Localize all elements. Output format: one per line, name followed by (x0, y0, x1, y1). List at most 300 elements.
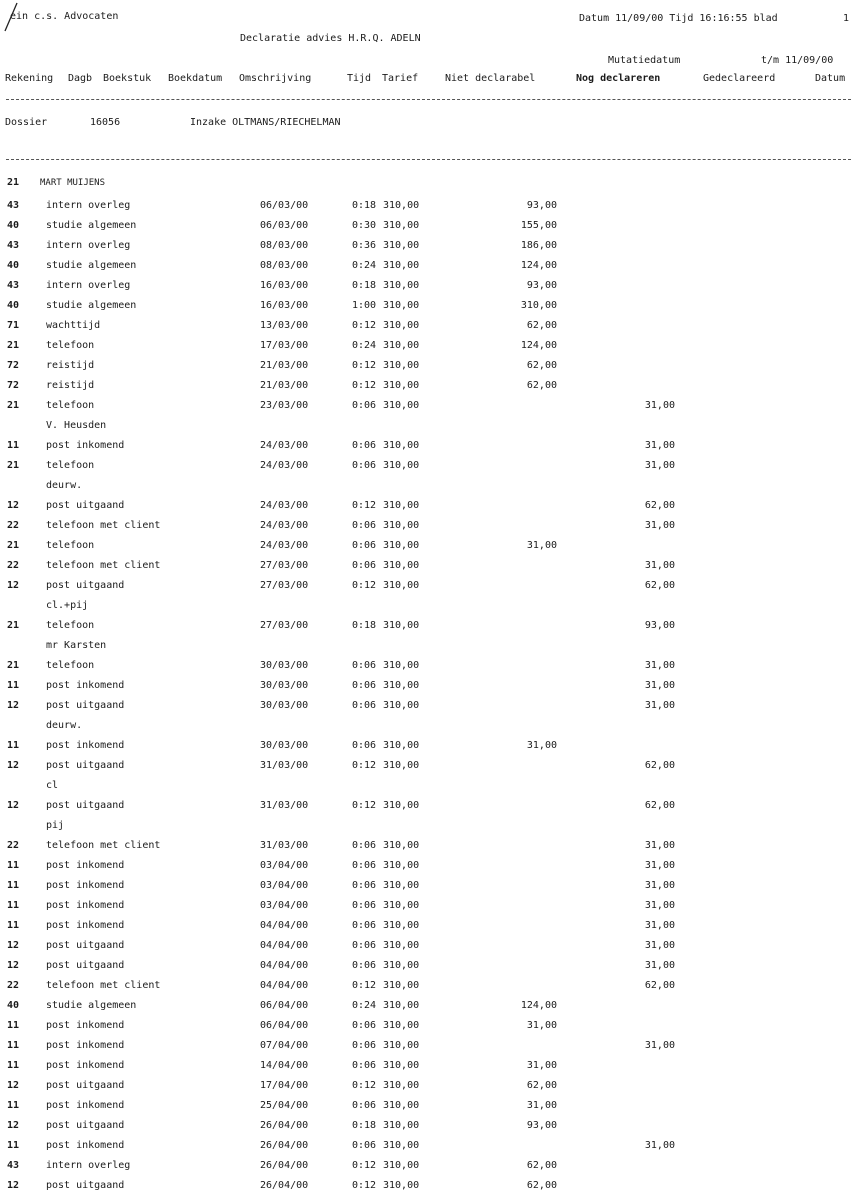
entry-rate: 310,00 (383, 360, 420, 371)
entry-niet-declarabel: 31,00 (526, 540, 557, 551)
entry-note: cl (46, 780, 59, 791)
entry-date: 21/03/00 (260, 360, 309, 371)
entry-code: 43 (7, 280, 20, 291)
table-row-note (0, 816, 855, 836)
entry-code: 11 (7, 900, 20, 911)
entry-code: 21 (7, 660, 20, 671)
entry-code: 21 (7, 540, 20, 551)
entry-time: 0:12 (352, 500, 377, 511)
entry-code: 12 (7, 760, 20, 771)
entry-note: deurw. (46, 480, 83, 491)
entry-rate: 310,00 (383, 380, 420, 391)
entry-date: 24/03/00 (260, 520, 309, 531)
entry-description: post inkomend (46, 880, 125, 891)
entry-rate: 310,00 (383, 1100, 420, 1111)
entry-rate: 310,00 (383, 1160, 420, 1171)
entry-code: 40 (7, 260, 20, 271)
entry-rate: 310,00 (383, 1040, 420, 1051)
entry-nog-declareren: 31,00 (644, 880, 675, 891)
entry-nog-declareren: 31,00 (644, 460, 675, 471)
entry-rate: 310,00 (383, 1180, 420, 1191)
print-date-time: Datum 11/09/00 Tijd 16:16:55 blad (579, 13, 778, 24)
entry-time: 0:06 (352, 1040, 377, 1051)
mutatiedatum-until: t/m 11/09/00 (761, 55, 834, 66)
table-row (0, 396, 855, 416)
table-row (0, 616, 855, 636)
entry-time: 0:06 (352, 1060, 377, 1071)
entry-date: 31/03/00 (260, 840, 309, 851)
entry-description: post inkomend (46, 680, 125, 691)
entry-code: 11 (7, 920, 20, 931)
entry-niet-declarabel: 124,00 (520, 1000, 557, 1011)
column-header-boekstuk: Boekstuk (103, 73, 152, 84)
entry-niet-declarabel: 31,00 (526, 740, 557, 751)
entry-nog-declareren: 62,00 (644, 760, 675, 771)
entry-code: 11 (7, 1100, 20, 1111)
table-row (0, 276, 855, 296)
table-row (0, 896, 855, 916)
table-row-note (0, 636, 855, 656)
entry-nog-declareren: 31,00 (644, 940, 675, 951)
entry-code: 22 (7, 980, 20, 991)
column-header-nog-declareren: Nog declareren (576, 73, 661, 84)
entry-time: 0:06 (352, 940, 377, 951)
entry-niet-declarabel: 31,00 (526, 1020, 557, 1031)
column-header-tijd: Tijd (347, 73, 372, 84)
table-row (0, 556, 855, 576)
entry-date: 07/04/00 (260, 1040, 309, 1051)
table-row-note (0, 776, 855, 796)
entry-niet-declarabel: 124,00 (520, 260, 557, 271)
entry-note: mr Karsten (46, 640, 107, 651)
entry-note: deurw. (46, 720, 83, 731)
entry-time: 0:18 (352, 620, 377, 631)
entry-rate: 310,00 (383, 880, 420, 891)
table-row (0, 976, 855, 996)
entry-date: 16/03/00 (260, 280, 309, 291)
entry-description: wachttijd (46, 320, 101, 331)
entry-nog-declareren: 31,00 (644, 400, 675, 411)
entry-description: studie algemeen (46, 1000, 137, 1011)
column-header-gedeclareerd: Gedeclareerd (703, 73, 776, 84)
table-row-note (0, 596, 855, 616)
column-header-boekdatum: Boekdatum (168, 73, 223, 84)
entry-description: post inkomend (46, 920, 125, 931)
entry-niet-declarabel: 62,00 (526, 1080, 557, 1091)
entry-date: 26/04/00 (260, 1160, 309, 1171)
entry-time: 0:06 (352, 660, 377, 671)
table-row-note (0, 416, 855, 436)
column-header-dagb: Dagb (68, 73, 93, 84)
entry-time: 0:12 (352, 760, 377, 771)
entry-niet-declarabel: 31,00 (526, 1060, 557, 1071)
entry-niet-declarabel: 310,00 (520, 300, 557, 311)
dossier-zaak: Inzake OLTMANS/RIECHELMAN (190, 117, 341, 128)
entry-code: 43 (7, 1160, 20, 1171)
entry-date: 03/04/00 (260, 860, 309, 871)
entry-time: 0:12 (352, 980, 377, 991)
table-row (0, 1156, 855, 1176)
entry-rate: 310,00 (383, 320, 420, 331)
entry-description: telefoon met client (46, 520, 161, 531)
entry-niet-declarabel: 93,00 (526, 1120, 557, 1131)
entry-nog-declareren: 62,00 (644, 580, 675, 591)
entry-code: 40 (7, 300, 20, 311)
entry-time: 0:06 (352, 700, 377, 711)
entry-description: post uitgaand (46, 1180, 125, 1191)
entry-date: 25/04/00 (260, 1100, 309, 1111)
entry-time: 0:12 (352, 1080, 377, 1091)
entry-code: 12 (7, 1080, 20, 1091)
group-name: MART MUIJENS (40, 178, 106, 188)
entry-description: studie algemeen (46, 300, 137, 311)
entry-rate: 310,00 (383, 740, 420, 751)
entry-code: 12 (7, 500, 20, 511)
entry-time: 0:06 (352, 520, 377, 531)
entry-nog-declareren: 31,00 (644, 660, 675, 671)
entry-rate: 310,00 (383, 960, 420, 971)
table-row (0, 256, 855, 276)
table-row (0, 356, 855, 376)
entry-code: 11 (7, 440, 20, 451)
entry-description: reistijd (46, 360, 95, 371)
entry-date: 30/03/00 (260, 740, 309, 751)
entry-description: post inkomend (46, 900, 125, 911)
entry-date: 03/04/00 (260, 900, 309, 911)
entry-rate: 310,00 (383, 540, 420, 551)
entry-description: post inkomend (46, 860, 125, 871)
entry-rate: 310,00 (383, 760, 420, 771)
entry-description: post uitgaand (46, 940, 125, 951)
entry-description: intern overleg (46, 1160, 131, 1171)
entry-code: 22 (7, 560, 20, 571)
entry-date: 26/04/00 (260, 1140, 309, 1151)
entry-time: 0:06 (352, 860, 377, 871)
entry-nog-declareren: 31,00 (644, 1140, 675, 1151)
entry-description: post uitgaand (46, 1120, 125, 1131)
entry-code: 11 (7, 680, 20, 691)
entry-description: post inkomend (46, 1040, 125, 1051)
entry-description: telefoon (46, 540, 95, 551)
entry-time: 0:12 (352, 580, 377, 591)
table-row (0, 736, 855, 756)
table-row (0, 296, 855, 316)
entry-description: post uitgaand (46, 960, 125, 971)
entry-description: post inkomend (46, 1140, 125, 1151)
entry-time: 0:12 (352, 360, 377, 371)
entry-time: 0:30 (352, 220, 377, 231)
entry-code: 21 (7, 400, 20, 411)
entry-time: 1:00 (352, 300, 377, 311)
entry-rate: 310,00 (383, 260, 420, 271)
entry-date: 24/03/00 (260, 540, 309, 551)
table-row (0, 796, 855, 816)
table-row (0, 936, 855, 956)
table-row (0, 956, 855, 976)
entry-date: 30/03/00 (260, 680, 309, 691)
entry-date: 16/03/00 (260, 300, 309, 311)
entry-date: 21/03/00 (260, 380, 309, 391)
entry-date: 04/04/00 (260, 980, 309, 991)
entry-description: post inkomend (46, 440, 125, 451)
entry-rate: 310,00 (383, 680, 420, 691)
entry-date: 26/04/00 (260, 1120, 309, 1131)
entry-rate: 310,00 (383, 1060, 420, 1071)
column-header-datum: Datum (815, 73, 846, 84)
entry-description: telefoon (46, 340, 95, 351)
entry-date: 24/03/00 (260, 460, 309, 471)
entry-nog-declareren: 62,00 (644, 500, 675, 511)
entry-rate: 310,00 (383, 860, 420, 871)
table-row (0, 236, 855, 256)
header-separator (6, 99, 851, 100)
entry-code: 21 (7, 460, 20, 471)
entry-description: post inkomend (46, 1100, 125, 1111)
entry-rate: 310,00 (383, 1020, 420, 1031)
entry-nog-declareren: 31,00 (644, 440, 675, 451)
table-row (0, 376, 855, 396)
entry-rate: 310,00 (383, 240, 420, 251)
table-row (0, 656, 855, 676)
entry-date: 08/03/00 (260, 260, 309, 271)
entry-time: 0:18 (352, 280, 377, 291)
entry-date: 30/03/00 (260, 660, 309, 671)
entry-description: studie algemeen (46, 260, 137, 271)
entry-code: 12 (7, 940, 20, 951)
table-row (0, 496, 855, 516)
entry-date: 14/04/00 (260, 1060, 309, 1071)
mutatiedatum-label: Mutatiedatum (608, 55, 681, 66)
entry-rate: 310,00 (383, 1080, 420, 1091)
entry-date: 06/03/00 (260, 220, 309, 231)
entry-time: 0:06 (352, 440, 377, 451)
entry-description: post inkomend (46, 1060, 125, 1071)
entry-description: telefoon (46, 660, 95, 671)
entry-rate: 310,00 (383, 400, 420, 411)
entry-rate: 310,00 (383, 700, 420, 711)
entry-description: post uitgaand (46, 500, 125, 511)
entry-niet-declarabel: 124,00 (520, 340, 557, 351)
entry-code: 40 (7, 1000, 20, 1011)
entry-note: cl.+pij (46, 600, 89, 611)
entry-note: pij (46, 820, 65, 831)
entry-nog-declareren: 31,00 (644, 960, 675, 971)
entry-time: 0:12 (352, 1180, 377, 1191)
entry-code: 11 (7, 1060, 20, 1071)
entry-rate: 310,00 (383, 560, 420, 571)
entry-description: telefoon (46, 460, 95, 471)
table-row (0, 1016, 855, 1036)
entry-nog-declareren: 31,00 (644, 860, 675, 871)
entry-code: 72 (7, 360, 20, 371)
entry-niet-declarabel: 155,00 (520, 220, 557, 231)
entry-date: 03/04/00 (260, 880, 309, 891)
entry-date: 30/03/00 (260, 700, 309, 711)
entry-date: 23/03/00 (260, 400, 309, 411)
entry-rate: 310,00 (383, 940, 420, 951)
entry-time: 0:24 (352, 340, 377, 351)
entry-description: post uitgaand (46, 700, 125, 711)
entry-nog-declareren: 62,00 (644, 800, 675, 811)
table-row (0, 1176, 855, 1196)
entry-date: 06/03/00 (260, 200, 309, 211)
entry-rate: 310,00 (383, 280, 420, 291)
entry-description: post inkomend (46, 1020, 125, 1031)
entry-time: 0:36 (352, 240, 377, 251)
entry-code: 71 (7, 320, 20, 331)
entry-date: 31/03/00 (260, 760, 309, 771)
entry-date: 17/04/00 (260, 1080, 309, 1091)
entry-description: telefoon (46, 400, 95, 411)
entry-description: post uitgaand (46, 800, 125, 811)
entry-niet-declarabel: 31,00 (526, 1100, 557, 1111)
entry-code: 22 (7, 840, 20, 851)
entry-code: 40 (7, 220, 20, 231)
firm-name: ein c.s. Advocaten (10, 11, 119, 22)
entry-description: intern overleg (46, 240, 131, 251)
table-row (0, 536, 855, 556)
entry-time: 0:06 (352, 400, 377, 411)
entry-time: 0:24 (352, 260, 377, 271)
entry-date: 04/04/00 (260, 940, 309, 951)
entry-description: post inkomend (46, 740, 125, 751)
entry-time: 0:06 (352, 1100, 377, 1111)
entry-nog-declareren: 93,00 (644, 620, 675, 631)
table-row (0, 196, 855, 216)
table-row (0, 1036, 855, 1056)
entry-rate: 310,00 (383, 580, 420, 591)
entry-rate: 310,00 (383, 800, 420, 811)
report-title: Declaratie advies H.R.Q. ADELN (240, 33, 421, 44)
entry-niet-declarabel: 93,00 (526, 280, 557, 291)
entry-rate: 310,00 (383, 300, 420, 311)
column-header-rekening: Rekening (5, 73, 54, 84)
entry-date: 17/03/00 (260, 340, 309, 351)
entry-time: 0:18 (352, 1120, 377, 1131)
table-row (0, 216, 855, 236)
entry-time: 0:06 (352, 900, 377, 911)
table-row-note (0, 716, 855, 736)
entry-code: 21 (7, 620, 20, 631)
entry-time: 0:06 (352, 1140, 377, 1151)
entry-time: 0:12 (352, 1160, 377, 1171)
dossier-label: Dossier (5, 117, 48, 128)
table-row (0, 1096, 855, 1116)
entry-code: 11 (7, 880, 20, 891)
entry-description: reistijd (46, 380, 95, 391)
entry-code: 12 (7, 800, 20, 811)
entry-description: telefoon (46, 620, 95, 631)
entry-description: studie algemeen (46, 220, 137, 231)
dossier-number: 16056 (90, 117, 121, 128)
page-number: 1 (843, 13, 850, 24)
table-row (0, 996, 855, 1016)
entry-date: 08/03/00 (260, 240, 309, 251)
entry-time: 0:06 (352, 460, 377, 471)
entry-niet-declarabel: 93,00 (526, 200, 557, 211)
entry-rate: 310,00 (383, 900, 420, 911)
entry-code: 72 (7, 380, 20, 391)
entry-nog-declareren: 31,00 (644, 840, 675, 851)
table-row (0, 336, 855, 356)
entry-time: 0:18 (352, 200, 377, 211)
table-row (0, 876, 855, 896)
entry-niet-declarabel: 62,00 (526, 320, 557, 331)
entry-rate: 310,00 (383, 440, 420, 451)
table-row (0, 836, 855, 856)
entry-description: post uitgaand (46, 760, 125, 771)
column-header-niet-declarabel: Niet declarabel (445, 73, 536, 84)
entry-code: 11 (7, 1140, 20, 1151)
entry-time: 0:12 (352, 320, 377, 331)
entry-date: 24/03/00 (260, 500, 309, 511)
entry-rate: 310,00 (383, 220, 420, 231)
entry-date: 27/03/00 (260, 580, 309, 591)
entry-nog-declareren: 31,00 (644, 560, 675, 571)
entry-time: 0:06 (352, 540, 377, 551)
entry-niet-declarabel: 186,00 (520, 240, 557, 251)
entry-time: 0:06 (352, 740, 377, 751)
entry-rate: 310,00 (383, 460, 420, 471)
dossier-separator (6, 159, 851, 160)
entry-rate: 310,00 (383, 500, 420, 511)
entry-nog-declareren: 31,00 (644, 520, 675, 531)
entry-code: 12 (7, 960, 20, 971)
table-row (0, 756, 855, 776)
entry-date: 04/04/00 (260, 920, 309, 931)
entry-code: 21 (7, 340, 20, 351)
entry-code: 12 (7, 580, 20, 591)
entry-time: 0:24 (352, 1000, 377, 1011)
entry-nog-declareren: 62,00 (644, 980, 675, 991)
table-row (0, 696, 855, 716)
column-header-tarief: Tarief (382, 73, 419, 84)
entry-time: 0:06 (352, 560, 377, 571)
table-row (0, 856, 855, 876)
entry-description: intern overleg (46, 200, 131, 211)
table-row (0, 1116, 855, 1136)
table-row (0, 916, 855, 936)
table-row (0, 436, 855, 456)
entry-rate: 310,00 (383, 620, 420, 631)
entry-niet-declarabel: 62,00 (526, 380, 557, 391)
table-row (0, 1056, 855, 1076)
entry-time: 0:06 (352, 1020, 377, 1031)
table-row (0, 516, 855, 536)
entry-time: 0:06 (352, 960, 377, 971)
entry-date: 26/04/00 (260, 1180, 309, 1191)
entry-code: 11 (7, 1020, 20, 1031)
entry-code: 22 (7, 520, 20, 531)
table-row (0, 1076, 855, 1096)
entry-rate: 310,00 (383, 920, 420, 931)
entry-rate: 310,00 (383, 840, 420, 851)
entry-date: 13/03/00 (260, 320, 309, 331)
entry-time: 0:06 (352, 840, 377, 851)
entry-time: 0:06 (352, 920, 377, 931)
entry-time: 0:12 (352, 380, 377, 391)
entry-note: V. Heusden (46, 420, 107, 431)
table-row (0, 676, 855, 696)
table-row (0, 316, 855, 336)
entry-rate: 310,00 (383, 1000, 420, 1011)
entry-niet-declarabel: 62,00 (526, 1180, 557, 1191)
entry-rate: 310,00 (383, 1140, 420, 1151)
table-row (0, 456, 855, 476)
entry-code: 43 (7, 240, 20, 251)
entry-code: 11 (7, 1040, 20, 1051)
table-row (0, 1136, 855, 1156)
